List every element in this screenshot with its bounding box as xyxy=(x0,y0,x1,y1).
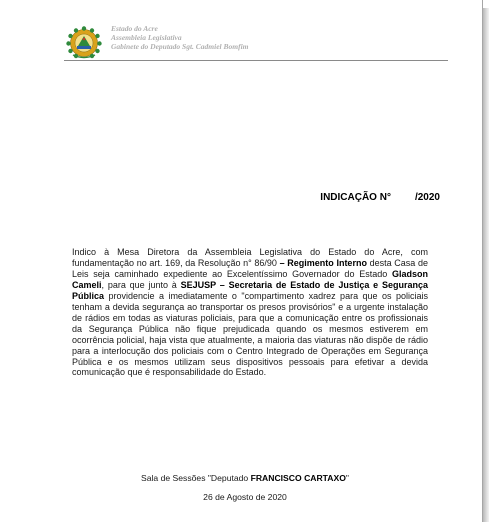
page-shadow xyxy=(483,8,489,522)
title-number: /2020 xyxy=(414,192,440,203)
letterhead-state: Estado do Acre xyxy=(111,24,158,33)
body-request: desta Casa de Leis seja caminhado expediente ao Excelentíssimo Governador do Estado xyxy=(72,257,428,279)
body-agency: SEJUSP – Secretaria de Estado de Justiça e Segurança Pública xyxy=(72,279,429,301)
letterhead-text xyxy=(111,24,249,51)
letterhead-assembly: Assembleia Legislativa xyxy=(111,33,182,42)
session-prefix: Sala de Sessões "Deputado xyxy=(141,473,251,483)
session-name: FRANCISCO CARTAXO xyxy=(250,473,346,483)
body-content: providencie a imediatamente o "compartimento xadrez para que os policiais tenham a devida segurança ao transportar os presos provisórios" e a urgente instalação de rádios em todas as viaturas policiais, para que a comunicação entre os profissionais da Segurança Pública não fique prejudicada quando os mesmos estiverem em ocorrência policial, haja vista que atualmente, a maioria das viaturas não dispõe de rádio para a interlocução dos policiais com o Centro Integrado de Operações em Segurança Pública e os mesmos utilizam seus dispositivos pessoais para efetivar a devida comunicação que é responsabilidade do Estado. xyxy=(72,290,428,378)
title-label: INDICAÇÃO N° xyxy=(320,192,391,203)
coat-of-arms-icon xyxy=(65,26,103,60)
document-body xyxy=(72,247,428,378)
session-suffix: " xyxy=(345,473,349,483)
letterhead-office: Gabinete do Deputado Sgt. Cadmiel Bomfim xyxy=(111,42,249,51)
body-connector: , para que junto à xyxy=(101,279,181,290)
document-title xyxy=(0,192,440,203)
body-regiment: – Regimento Interno xyxy=(279,257,367,268)
document-date: 26 de Agosto de 2020 xyxy=(203,492,287,502)
body-intro: Indico à Mesa Diretora da Assembleia Legislativa do Estado do Acre, com fundamentação no art. 169, da Resolução n° 86/90 xyxy=(72,247,428,268)
letterhead-divider xyxy=(64,60,448,61)
session-line xyxy=(60,473,430,483)
body-governor: Gladson Cameli xyxy=(72,268,428,290)
